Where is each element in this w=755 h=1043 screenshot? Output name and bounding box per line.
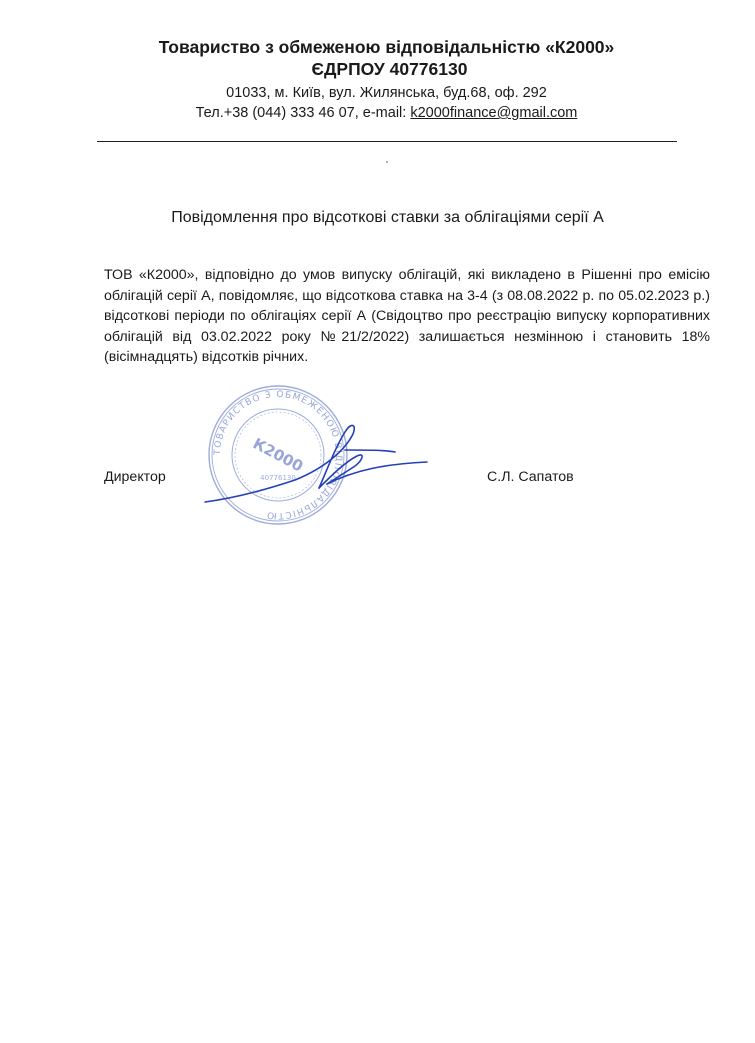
phone-text: Тел.+38 (044) 333 46 07, e-mail: bbox=[195, 105, 411, 121]
seal-ring-text: ТОВАРИСТВО З ОБМЕЖЕНОЮ ВІДПОВІДАЛЬНІСТЮ bbox=[212, 389, 344, 521]
company-name: Товариство з обмеженою відповідальністю «К2000» bbox=[158, 37, 615, 57]
director-label: Директор bbox=[104, 469, 166, 485]
notice-paragraph bbox=[104, 265, 710, 368]
header-divider bbox=[97, 141, 677, 142]
company-contacts bbox=[18, 103, 755, 123]
signatory-name: С.Л. Сапатов bbox=[487, 469, 574, 485]
signature-block bbox=[0, 380, 755, 530]
scan-dot bbox=[386, 161, 388, 163]
company-code: ЄДРПОУ 40776130 bbox=[311, 59, 468, 79]
notice-text: ТОВ «К2000», відповідно до умов випуску облігацій, які викладено в Рішенні про емісію облігацій серії А, повідомляє, що відсоткова ставка на 3-4 (з 08.08.2022 р. по 05.02.2023 р.) відсоткові періоди по облігаціях серії А (Свідоцтво про реєстрацію випуску корпоративних облігацій від 03.02.2022 року №21/2/2022) залишається незмінною і становить 18% (вісімнадцять) відсотків річних. bbox=[104, 267, 710, 365]
seal-code-text: 40776130 bbox=[260, 474, 296, 482]
notice-title: Повідомлення про відсоткові ставки за облігаціями серії А bbox=[171, 209, 604, 226]
seal-center-text: К2000 bbox=[249, 434, 307, 476]
email-link[interactable]: k2000finance@gmail.com bbox=[410, 105, 578, 121]
company-address: 01033, м. Київ, вул. Жилянська, буд.68, оф. 292 bbox=[226, 85, 547, 101]
notice-body bbox=[104, 265, 710, 368]
handwritten-signature bbox=[195, 410, 435, 510]
letterhead bbox=[0, 36, 755, 123]
